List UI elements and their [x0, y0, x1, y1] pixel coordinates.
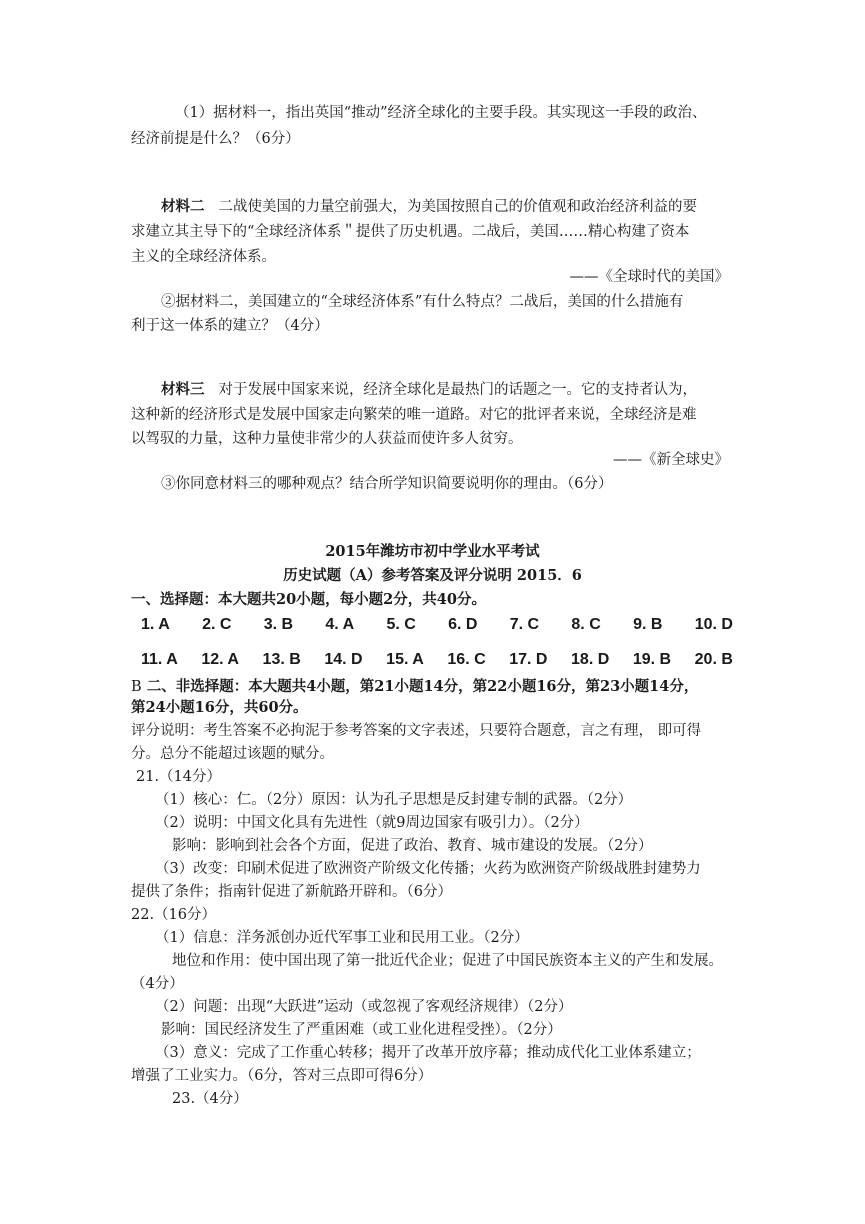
material-3-line-2: 这种新的经济形式是发展中国家走向繁荣的唯一道路。对它的批评者来说，全球经济是难: [131, 407, 697, 423]
answer-title-line-2: 历史试题（A）参考答案及评分说明 2015．6: [283, 567, 582, 584]
material-2-source: ——《全球时代的美国》: [569, 269, 729, 285]
q21-answer-2: （2）说明：中国文化具有先进性（就9周边国家有吸引力）。（2分）: [155, 815, 589, 831]
q22-answer-1-score: （4分）: [131, 976, 184, 992]
answer-10: 10. D: [694, 616, 733, 633]
answer-16: 16. C: [447, 651, 486, 668]
scoring-note-line-1: 评分说明：考生答案不必拘泥于参考答案的文字表述，只要符合题意，言之有理， 即可得: [131, 723, 702, 739]
section-2-heading: 二、非选择题：本大题共4小题，第21小题14分，第22小题16分，第23小题14分，: [141, 678, 699, 695]
answer-5: 5. C: [386, 616, 416, 633]
scoring-note-line-2: 分。总分不能超过该题的赋分。: [131, 746, 334, 762]
section-1-heading: 一、选择题：本大题共20小题，每小题2分，共40分。: [131, 591, 486, 608]
q21-answer-1: （1）核心：仁。（2分）原因：认为孔子思想是反封建专制的武器。（2分）: [155, 792, 633, 808]
material-2-line-3: 主义的全球经济体系。: [131, 249, 276, 265]
q21-heading: 21.（14分）: [136, 769, 222, 785]
answer-row-2: [141, 648, 733, 672]
material-2-tag: 材料二: [161, 198, 205, 215]
material-2-line-2: 求建立其主导下的“全球经济体系＂提供了历史机遇。二战后，美国……精心构建了资本: [131, 224, 690, 240]
q22-answer-1: （1）信息：洋务派创办近代军事工业和民用工业。（2分）: [155, 930, 529, 946]
q22-answer-2: （2）问题：出现“大跃进”运动（或忽视了客观经济规律）（2分）: [155, 999, 573, 1015]
q22-answer-3-cont: 增强了工业实力。（6分，答对三点即可得6分）: [131, 1068, 433, 1084]
section-2-heading-line-2: 第24小题16分，共60分。: [131, 699, 308, 716]
answer-row-1: [141, 613, 733, 637]
material-3-tag: 材料三: [161, 381, 205, 398]
q22-answer-2-effect: 影响：国民经济发生了严重困难（或工业化进程受挫）。（2分）: [161, 1022, 562, 1038]
answer-1: 1. A: [141, 616, 170, 633]
answer-14: 14. D: [324, 651, 363, 668]
answer-18: 18. D: [571, 651, 610, 668]
answer-17: 17. D: [509, 651, 548, 668]
q21-answer-2-effect: 影响：影响到社会各个方面，促进了政治、教育、城市建设的发展。（2分）: [172, 838, 653, 854]
material-3-line-3: 以驾驭的力量，这种力量使非常少的人获益而使许多人贫穷。: [131, 431, 523, 447]
answer-11: 11. A: [141, 651, 178, 668]
answer-7: 7. C: [509, 616, 540, 633]
answer-8: 8. C: [571, 616, 601, 633]
answer-9: 9. B: [633, 616, 663, 633]
answer-13: 13. B: [262, 651, 301, 668]
q22-heading: 22.（16分）: [131, 907, 217, 923]
material-2-line-1: [161, 196, 766, 218]
answer-19: 19. B: [632, 651, 672, 668]
question-2-line-2: 利于这一体系的建立？（4分）: [131, 318, 329, 334]
q21-answer-3-cont: 提供了条件；指南针促进了新航路开辟和。（6分）: [131, 884, 452, 900]
material-2-text: 二战使美国的力量空前强大，为美国按照自己的价值观和政治经济利益的要: [218, 199, 697, 215]
q21-answer-3: （3）改变：印刷术促进了欧洲资产阶级文化传播；火药为欧洲资产阶级战胜封建势力: [155, 861, 701, 877]
question-1-line-1: （1）据材料一，指出英国“推动”经济全球化的主要手段。其实现这一手段的政治、: [175, 105, 707, 121]
answer-4: 4. A: [325, 616, 355, 633]
q22-answer-3: （3）意义：完成了工作重心转移；揭开了改革开放序幕；推动成代化工业体系建立；: [155, 1045, 701, 1061]
q22-answer-1-role: 地位和作用：使中国出现了第一批近代企业；促进了中国民族资本主义的产生和发展。: [172, 953, 723, 969]
question-3-line-1: ③你同意材料三的哪种观点？结合所学知识简要说明你的理由。（6分）: [161, 476, 613, 492]
question-2-line-1: ②据材料二，美国建立的“全球经济体系”有什么特点？二战后，美国的什么措施有: [161, 294, 684, 310]
answer-title-line-1: 2015年潍坊市初中学业水平考试: [325, 543, 540, 560]
material-3-line-1: [161, 379, 766, 401]
question-1-line-2: 经济前提是什么？（6分）: [131, 131, 300, 147]
answer-15: 15. A: [386, 651, 424, 668]
material-3-text: 对于发展中国家来说，经济全球化是最热门的话题之一。它的支持者认为，: [218, 382, 697, 398]
material-3-source: ——《新全球史》: [613, 452, 729, 468]
answer-20: 20. B: [694, 651, 733, 668]
answer-3: 3. B: [263, 616, 294, 633]
answer-2: 2. C: [202, 616, 232, 633]
answer-12: 12. A: [201, 651, 239, 668]
q23-heading: 23.（4分）: [172, 1091, 248, 1107]
section-2-heading-line-1: [131, 676, 736, 698]
answer-6: 6. D: [448, 616, 478, 633]
section-2-prefix: B: [131, 679, 142, 695]
